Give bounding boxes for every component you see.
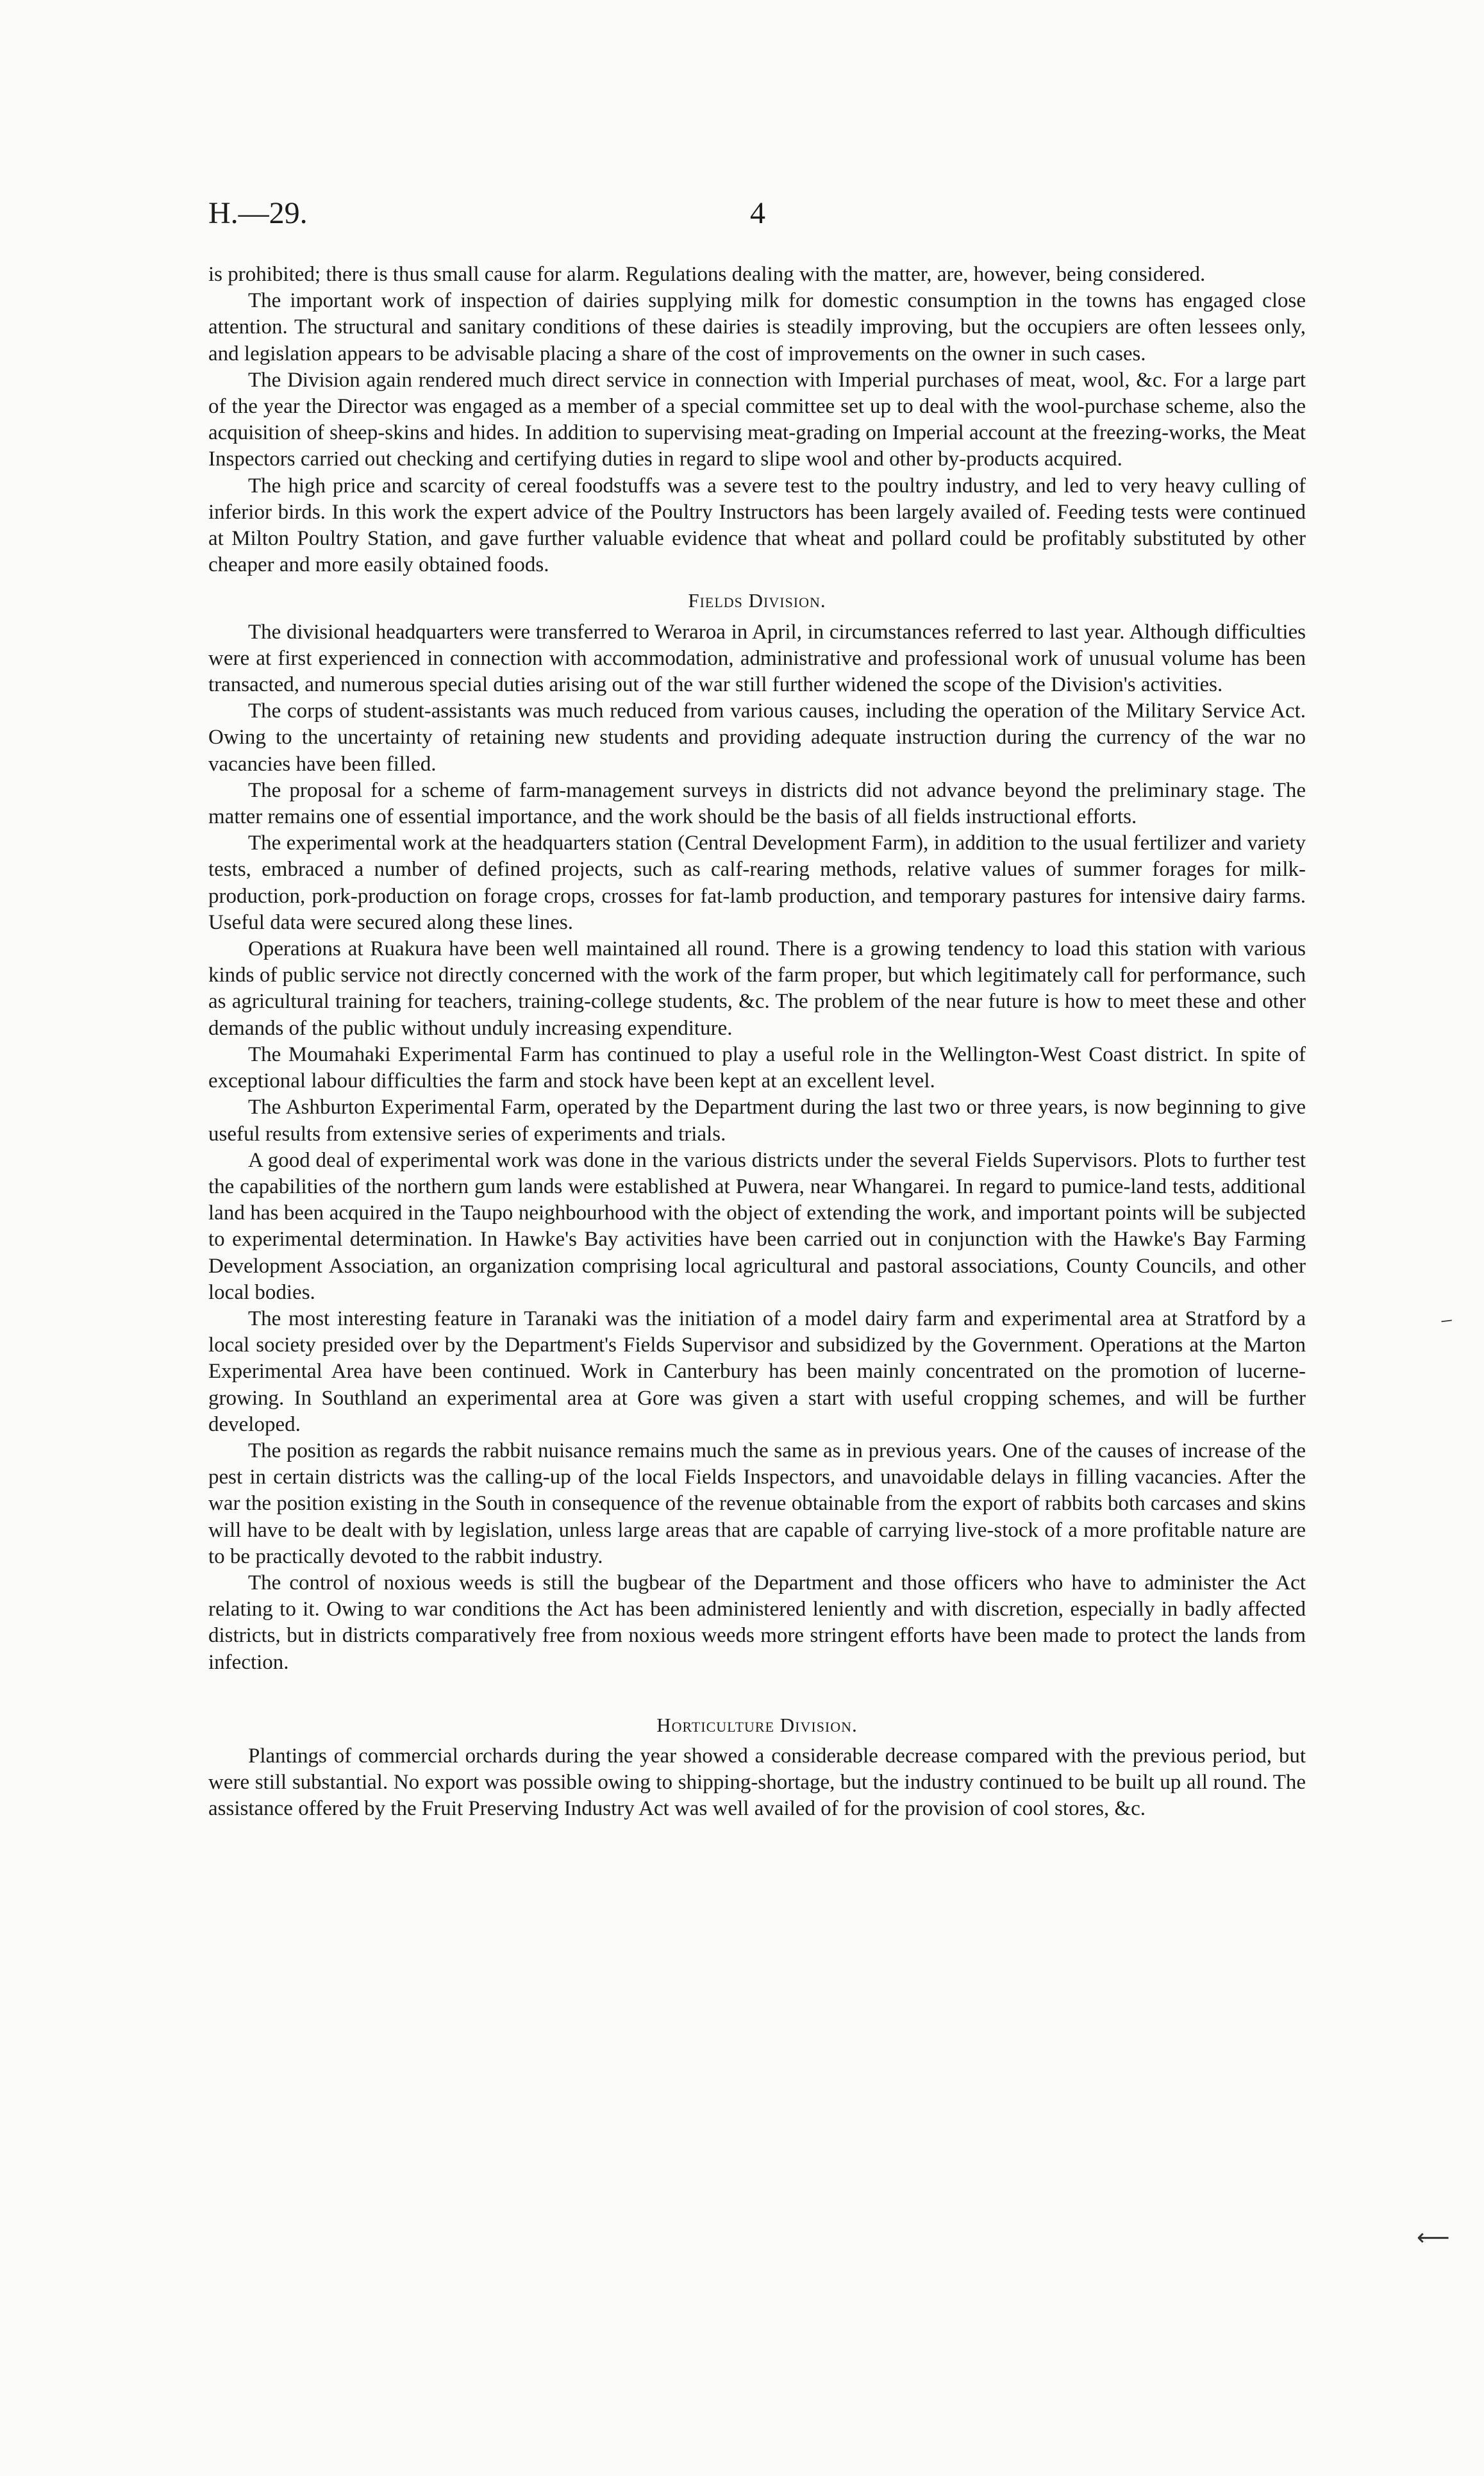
paragraph: The high price and scarcity of cereal foodstuffs was a severe test to the poultry industry, and led to very heavy culling of inferior birds. In this work the expert advice of the Poultry Instructors has been largely availed of. Feeding tests were continued at Milton Poultry Station, and gave further valuable evidence that wheat and pollard could be profitably substituted by other cheaper and more easily obtained foods. [208,474,1306,577]
paragraph: The Division again rendered much direct service in connection with Imperial purchases of meat, wool, &c. For a large part of the year the Director was engaged as a member of a special committee set up to deal with the wool-purchase scheme, also the acquisition of sheep-skins and hides. In addition to supervising meat-grading on Imperial account at the freezing-works, the Meat Inspectors carried out checking and certifying duties in regard to slipe wool and other by-products acquired. [208,368,1306,471]
paragraph: A good deal of experimental work was done in the various districts under the several Fields Supervisors. Plots to further test the capabilities of the northern gum lands were established at Puwera, near Whangarei. In regard to pumice-land tests, additional land has been acquired in the Taupo neighbourhood with the object of extending the work, and important points will be subjected to experimental determination. In Hawke's Bay activities have been carried out in conjunction with the Hawke's Bay Farming Development Association, an organization comprising local agricultural and pastoral associations, County Councils, and other local bodies. [208,1148,1306,1304]
paragraph: The Ashburton Experimental Farm, operated by the Department during the last two or three years, is now beginning to give useful results from extensive series of experiments and trials. [208,1096,1306,1146]
paragraph: The divisional headquarters were transferred to Weraroa in April, in circumstances referred to last year. Although difficulties were at first experienced in connection with accommodation, administrative and professional work of unusual volume has been transacted, and numerous special duties arising out of the war still further widened the scope of the Division's activities. [208,620,1306,697]
page-reference: H.—29. [208,196,308,230]
section-heading-horticulture: Horticulture Division. [656,1713,858,1736]
page-header [208,196,1305,240]
section-heading-fields: Fields Division. [688,589,826,612]
page-number: 4 [750,196,765,230]
margin-stray-mark: ⸝ [1437,1303,1462,1331]
paragraph: The experimental work at the headquarters station (Central Development Farm), in addition to the usual fertilizer and variety tests, embraced a number of defined projects, such as calf-rearing methods, relative values of summer forages for milk-production, pork-production on forage crops, crosses for fat-lamb production, and temporary pastures for intensive dairy farms. Useful data were secured along these lines. [208,832,1306,934]
paragraph: The corps of student-assistants was much reduced from various causes, including the operation of the Military Service Act. Owing to the uncertainty of retaining new students and providing adequate instruction during the currency of the war no vacancies have been filled. [208,699,1306,776]
paragraph: The Moumahaki Experimental Farm has continued to play a useful role in the Wellington-West Coast district. In spite of exceptional labour difficulties the farm and stock have been kept at an excellent level. [208,1042,1306,1093]
paragraph: The important work of inspection of dairies supplying milk for domestic consumption in the towns has engaged close attention. The structural and sanitary conditions of these dairies is steadily improving, but the occupiers are often lessees only, and legislation appears to be advisable placing a share of the cost of improvements on the owner in such cases. [208,289,1306,365]
paragraph: The control of noxious weeds is still the bugbear of the Department and those officers who have to administer the Act relating to it. Owing to war conditions the Act has been administered leniently and with discretion, especially in badly affected districts, but in districts comparatively free from noxious weeds more stringent efforts have been made to protect the lands from infection. [208,1571,1306,1674]
margin-stray-mark: ⟵ [1417,2225,1450,2251]
paragraph: The position as regards the rabbit nuisance remains much the same as in previous years. One of the causes of increase of the pest in certain districts was the calling-up of the local Fields Inspectors, and unavoidable delays in filling vacancies. After the war the position existing in the South in consequence of the revenue obtainable from the export of rabbits both carcases and skins will have to be dealt with by legislation, unless large areas that are capable of carrying live-stock of a more profitable nature are to be practically devoted to the rabbit industry. [208,1439,1306,1568]
body-text [208,262,1306,1823]
paragraph: Operations at Ruakura have been well maintained all round. There is a growing tendency to load this station with various kinds of public service not directly concerned with the work of the farm proper, but which legitimately call for performance, such as agricultural training for teachers, training-college students, &c. The problem of the near future is how to meet these and other demands of the public without unduly increasing expenditure. [208,937,1306,1040]
paragraph: The proposal for a scheme of farm-management surveys in districts did not advance beyond the preliminary stage. The matter remains one of essential importance, and the work should be the basis of all fields instructional efforts. [208,778,1306,829]
paragraph: Plantings of commercial orchards during the year showed a considerable decrease compared with the previous period, but were still substantial. No export was possible owing to shipping-shortage, but the industry continued to be built up all round. The assistance offered by the Fruit Preserving Industry Act was well availed of for the provision of cool stores, &c. [208,1744,1306,1821]
paragraph: The most interesting feature in Taranaki was the initiation of a model dairy farm and experimental area at Stratford by a local society presided over by the Department's Fields Supervisor and subsidized by the Government. Operations at the Marton Experimental Area have been continued. Work in Canterbury has been mainly concentrated on the promotion of lucerne-growing. In Southland an experimental area at Gore was given a start with useful cropping schemes, and will be further developed. [208,1307,1306,1436]
paragraph: is prohibited; there is thus small cause for alarm. Regulations dealing with the matter, are, however, being considered. [208,263,1206,286]
